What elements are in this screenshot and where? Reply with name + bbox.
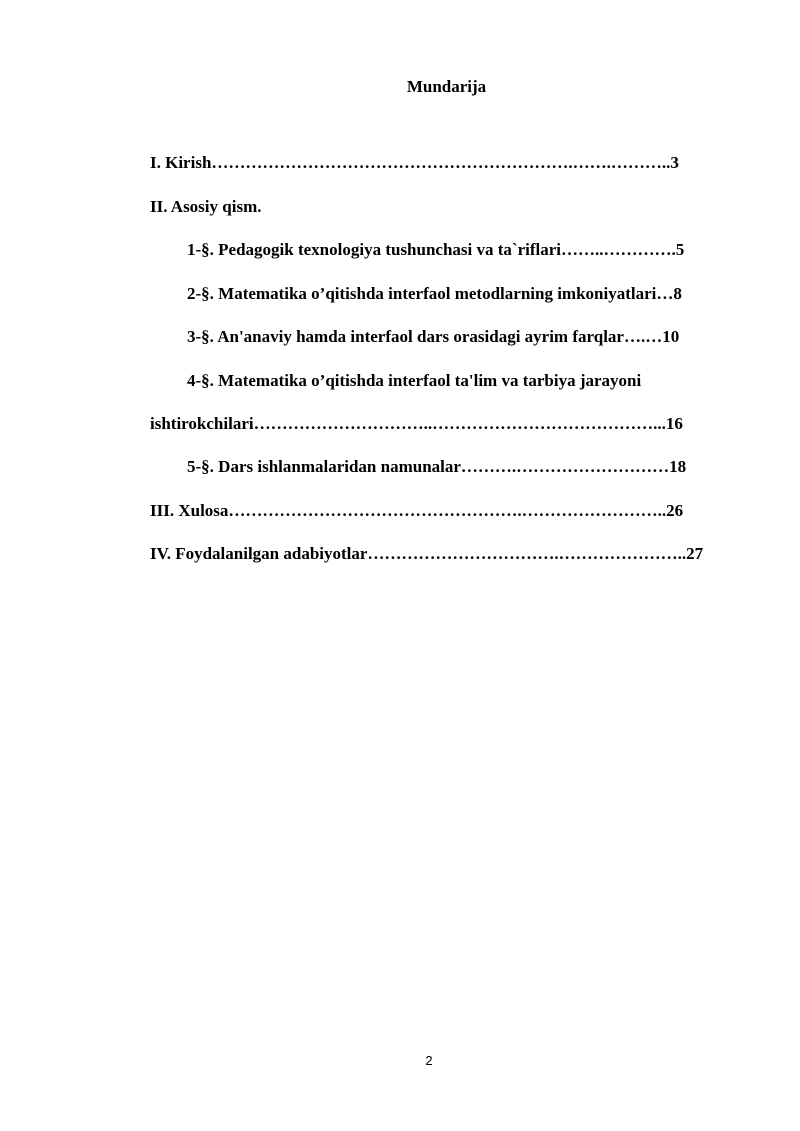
toc-entry-section-1: 1-§. Pedagogik texnologiya tushunchasi va ta`riflari……..………….5 xyxy=(187,240,685,259)
toc-entry-section-4-continued: ishtirokchilari…………………………..…………………………………...16 xyxy=(150,414,683,433)
toc-entry-section-2: 2-§. Matematika o’qitishda interfaol metodlarning imkoniyatlari…8 xyxy=(187,284,682,303)
page-title: Mundarija xyxy=(406,77,487,96)
toc-entry-kirish: I. Kirish……………………………………………………….…….………..3 xyxy=(150,153,679,172)
toc-entry-section-3: 3-§. An'anaviy hamda interfaol dars orasidagi ayrim farqlar….…10 xyxy=(187,327,680,346)
toc-entry-asosiy-qism: II. Asosiy qism. xyxy=(150,197,262,216)
page-number: 2 xyxy=(425,1053,433,1068)
toc-entry-xulosa: III. Xulosa…………………………………………….……………………..26 xyxy=(150,501,684,520)
toc-entry-section-5: 5-§. Dars ishlanmalaridan namunalar……….………………………18 xyxy=(187,457,687,476)
toc-entry-section-4: 4-§. Matematika o’qitishda interfaol ta'lim va tarbiya jarayoni xyxy=(187,371,642,390)
toc-entry-adabiyotlar: IV. Foydalanilgan adabiyotlar…………………………….…………………..27 xyxy=(150,544,704,563)
